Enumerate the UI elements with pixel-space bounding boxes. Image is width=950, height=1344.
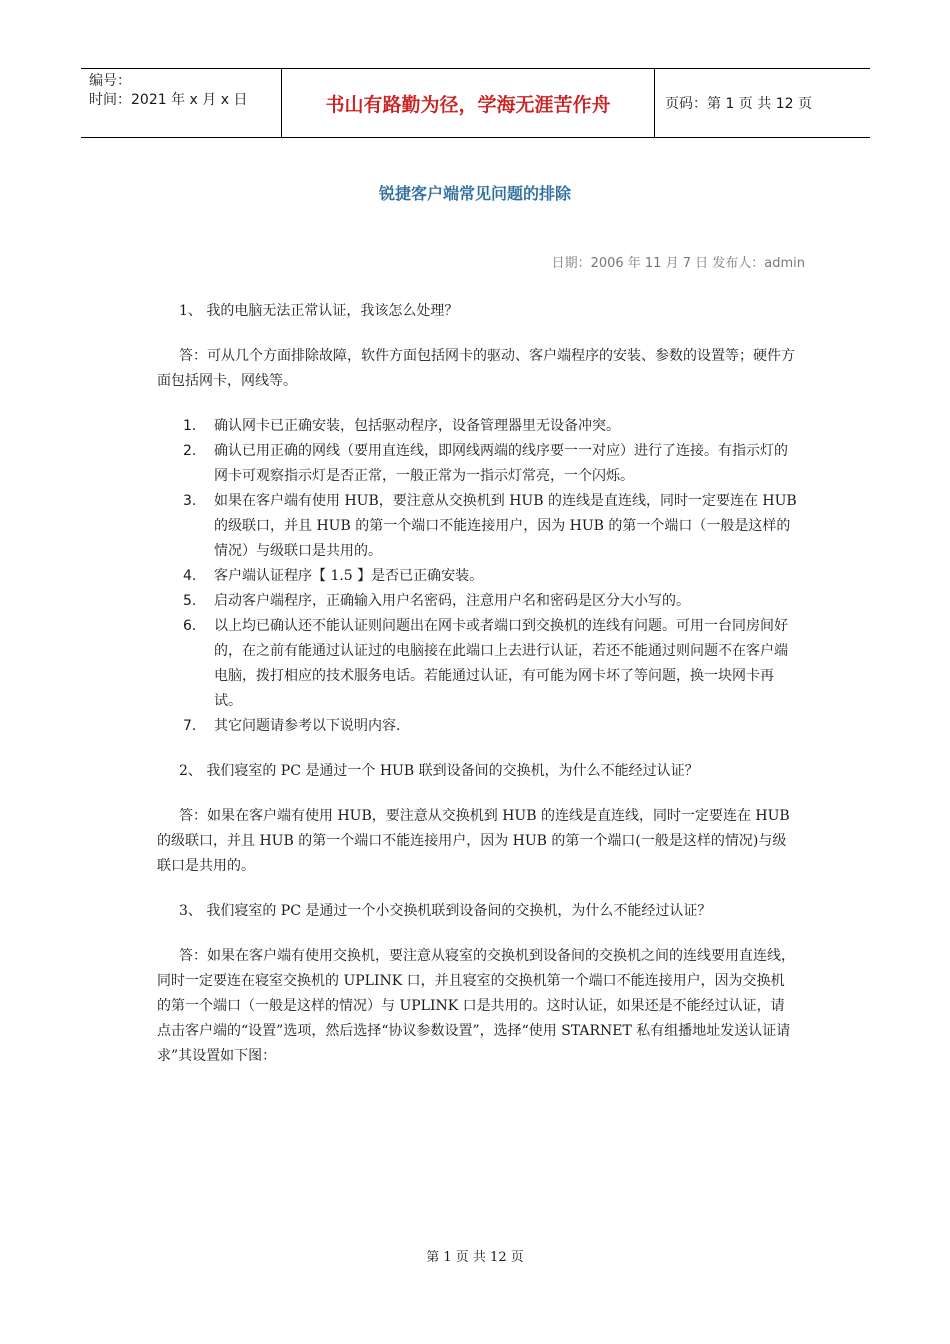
document-title: 锐捷客户端常见问题的排除 xyxy=(378,184,571,203)
question-1: 1、 我的电脑无法正常认证，我该怎么处理？ xyxy=(179,303,459,319)
answer-2: 答：如果在客户端有使用 HUB，要注意从交换机到 HUB 的连线是直连线，同时一定要连在 HUB 的级联口，并且 HUB 的第一个端口不能连接用户，因为 HUB 的第一个端口(一般是这样的情况)与级联口是共用的。 xyxy=(157,808,790,874)
list-item: 5. 启动客户端程序，正确输入用户名密码，注意用户名和密码是区分大小写的。 xyxy=(183,593,690,609)
header-table xyxy=(81,68,870,138)
list-item: 2. 确认已用正确的网线（要用直连线，即网线两端的线序要一一对应）进行了连接。有指示灯的网卡可观察指示灯是否正常，一般正常为一指示灯常亮，一个闪烁。 xyxy=(183,443,788,484)
header-motto: 书山有路勤为径，学海无涯苦作舟 xyxy=(282,69,655,137)
list-item: 4. 客户端认证程序【 1.5 】是否已正确安装。 xyxy=(183,568,484,584)
answer-3: 答：如果在客户端有使用交换机，要注意从寝室的交换机到设备间的交换机之间的连线要用直连线，同时一定要连在寝室交换机的 UPLINK 口，并且寝室的交换机第一个端口不能连接用户，因为交换机的第一个端口（一般是这样的情况）与 UPLINK 口是共用的。这时认证，如果还是不能经过认证，请点击客户端的“设置”选项，然后选择“协议参数设置”，选择“使用 STARNET 私有组播地址发送认证请求”其设置如下图： xyxy=(157,948,795,1064)
document-meta: 日期：2006 年 11 月 7 日 发布人：admin xyxy=(551,256,805,271)
number-label: 编号： xyxy=(89,73,131,89)
document-body xyxy=(157,299,797,1089)
header-page-info: 页码：第 1 页 共 12 页 xyxy=(665,96,812,112)
list-item: 3. 如果在客户端有使用 HUB，要注意从交换机到 HUB 的连线是直连线，同时一定要连在 HUB 的级联口，并且 HUB 的第一个端口不能连接用户，因为 HUB 的第一个端口（一般是这样的情况）与级联口是共用的。 xyxy=(183,493,797,559)
list-item: 7. 其它问题请参考以下说明内容. xyxy=(183,718,401,734)
question-2: 2、 我们寝室的 PC 是通过一个 HUB 联到设备间的交换机，为什么不能经过认证？ xyxy=(179,763,699,779)
header-info-cell xyxy=(81,69,282,137)
list-item: 6. 以上均已确认还不能认证则问题出在网卡或者端口到交换机的连线有问题。可用一台同房间好的，在之前有能通过认证过的电脑接在此端口上去进行认证，若还不能通过则问题不在客户端电脑，拨打相应的技术服务电话。若能通过认证，有可能为网卡坏了等问题，换一块网卡再试。 xyxy=(183,618,788,709)
answer-1: 答：可从几个方面排除故障，软件方面包括网卡的驱动、客户端程序的安装、参数的设置等；硬件方面包括网卡，网线等。 xyxy=(157,348,795,389)
time-label: 时间：2021 年 x 月 x 日 xyxy=(89,92,248,108)
page-footer: 第 1 页 共 12 页 xyxy=(426,1250,524,1265)
troubleshooting-steps xyxy=(157,414,797,739)
question-3: 3、 我们寝室的 PC 是通过一个小交换机联到设备间的交换机，为什么不能经过认证？ xyxy=(179,903,712,919)
list-item: 1. 确认网卡已正确安装，包括驱动程序，设备管理器里无设备冲突。 xyxy=(183,418,620,434)
